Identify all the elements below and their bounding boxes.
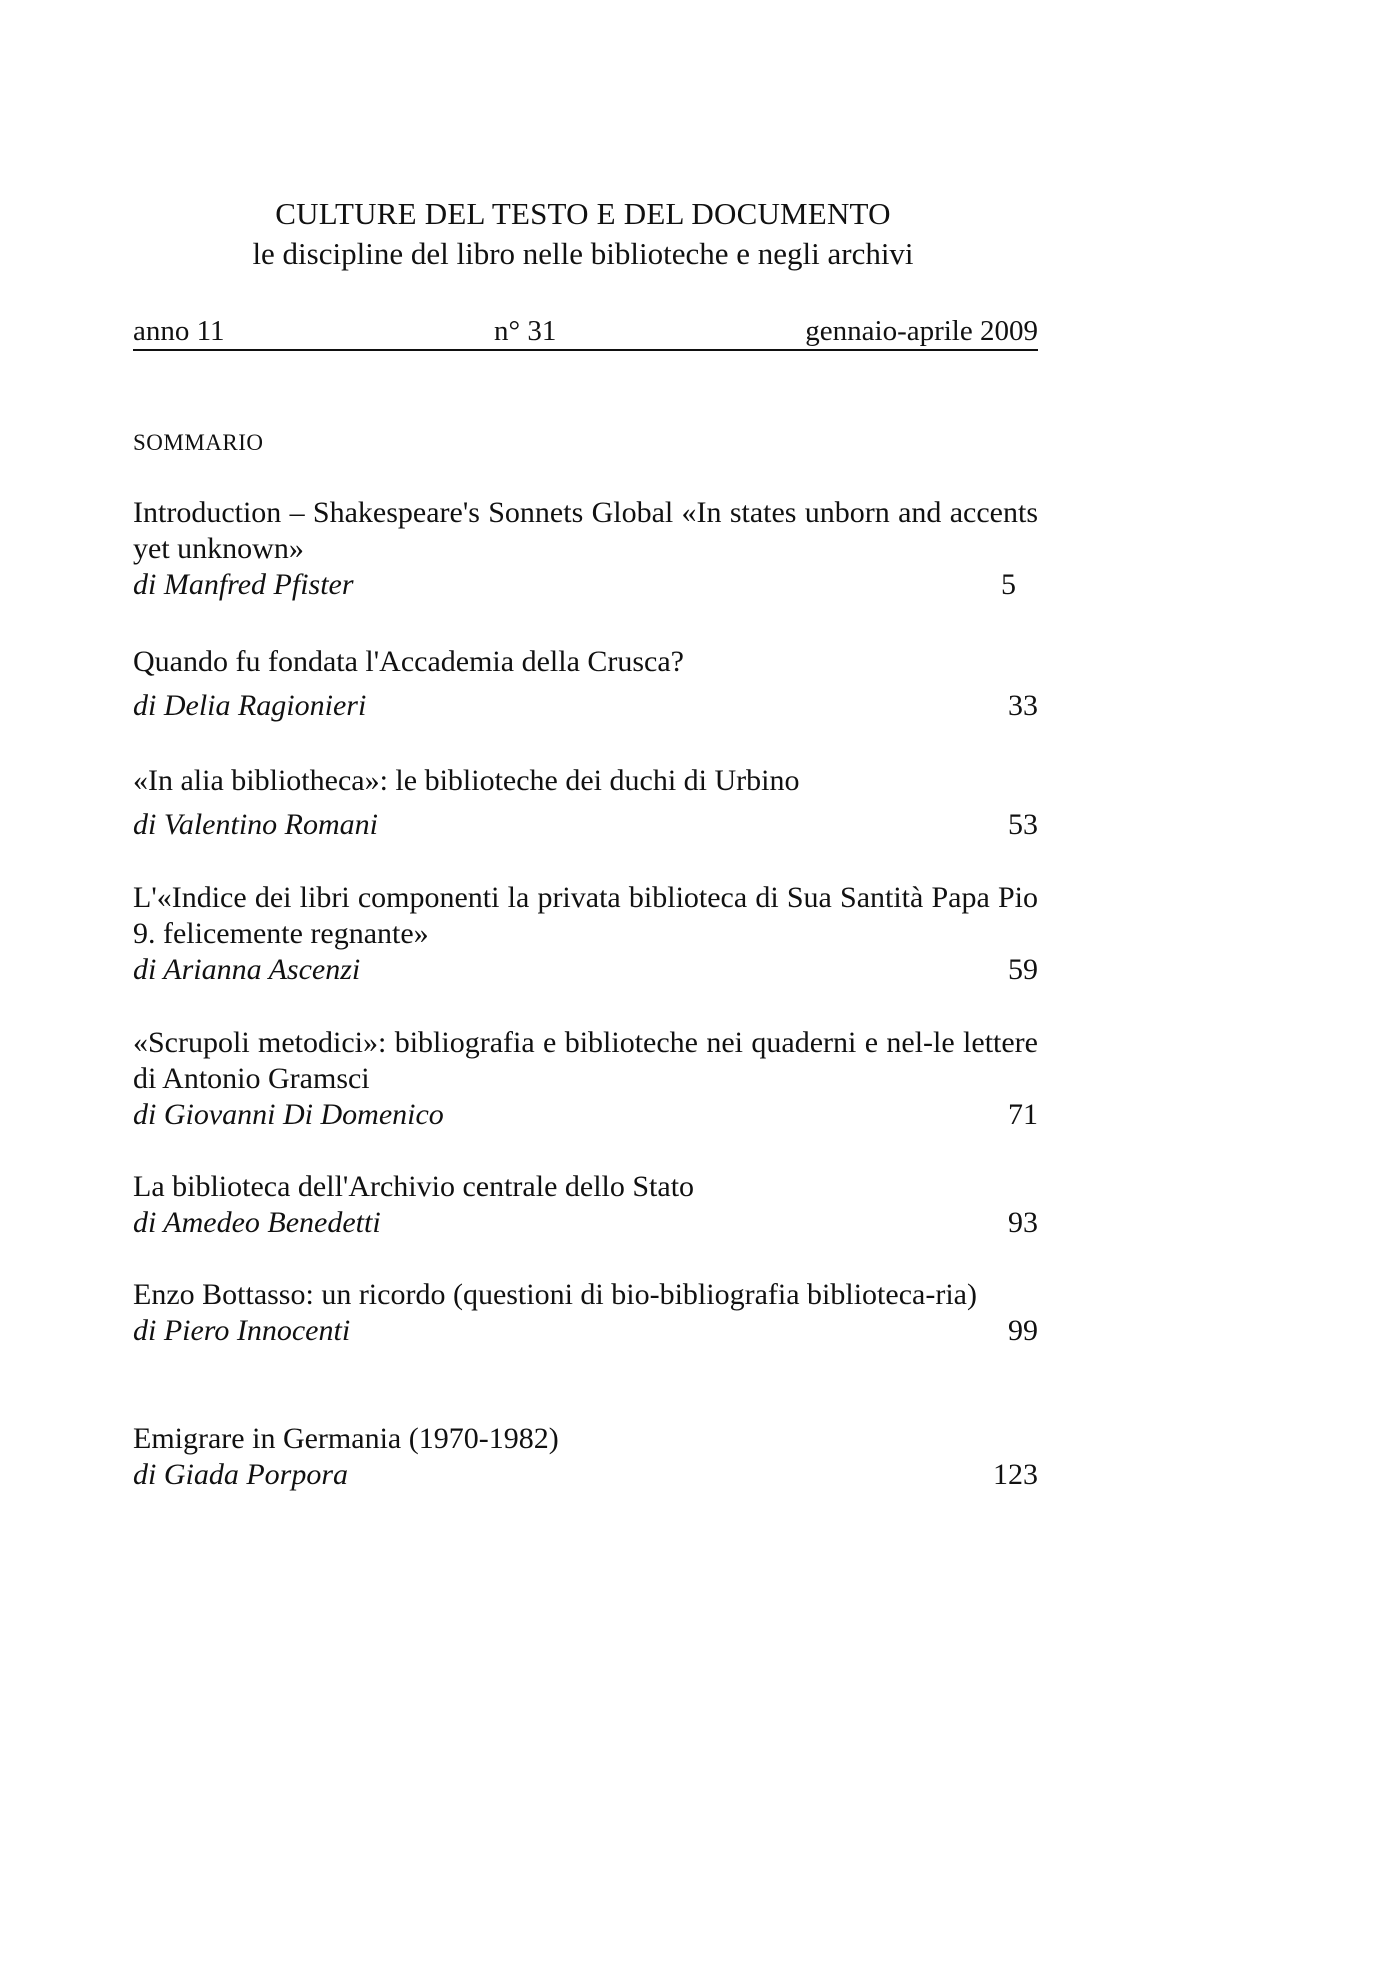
toc-entry-title: Emigrare in Germania (1970-1982): [133, 1422, 559, 1455]
toc-entry-title: «In alia bibliotheca»: le biblioteche dei duchi di Urbino: [133, 764, 800, 797]
toc-entry-title: L'«Indice dei libri componenti la privata biblioteca di Sua Santità Papa Pio 9. felicemente regnante»: [133, 881, 1038, 950]
toc-entry: [133, 1025, 1038, 1133]
toc-entry-author: di Arianna Ascenzi: [133, 953, 361, 986]
toc-entry-author-row: [133, 1205, 1038, 1241]
toc-entry-author-row: [133, 1097, 1038, 1133]
toc-entry: [133, 763, 1038, 843]
toc-entry-title: La biblioteca dell'Archivio centrale dello Stato: [133, 1170, 695, 1203]
toc-entry-page: 123: [993, 1458, 1038, 1491]
toc-entry-title: Introduction – Shakespeare's Sonnets Global «In states unborn and accents yet unknown»: [133, 496, 1038, 565]
toc-entry-author: di Amedeo Benedetti: [133, 1206, 381, 1239]
toc-entry: [133, 880, 1038, 988]
issue-number: n° 31: [494, 315, 557, 347]
toc-entry-author-row: [133, 567, 1038, 603]
toc-entry-title: «Scrupoli metodici»: bibliografia e biblioteche nei quaderni e nel-le lettere di Antonio Gramsci: [133, 1026, 1038, 1095]
toc-entry-author-row: [133, 688, 1038, 724]
toc-entry-author-row: [133, 1457, 1038, 1493]
toc-entry-page: 71: [1008, 1098, 1038, 1131]
toc-entry-author-row: [133, 1313, 1038, 1349]
issue-info-line: [133, 315, 1038, 355]
toc-entry-title: Enzo Bottasso: un ricordo (questioni di bio-bibliografia biblioteca-ria): [133, 1278, 977, 1311]
toc-entry-page: 93: [1008, 1206, 1038, 1239]
toc-entry-page: 99: [1008, 1314, 1038, 1347]
toc-entry: [133, 644, 1038, 724]
toc-entry: [133, 1169, 1038, 1241]
toc-entry-author: di Giada Porpora: [133, 1458, 349, 1491]
journal-title: CULTURE DEL TESTO E DEL DOCUMENTO: [275, 196, 891, 231]
toc-entry-author-row: [133, 807, 1038, 843]
toc-entry-title: Quando fu fondata l'Accademia della Crusca?: [133, 645, 685, 678]
toc-entry: [133, 1277, 1038, 1349]
toc-entry-author: di Valentino Romani: [133, 808, 378, 841]
toc-entry-page: 59: [1008, 953, 1038, 986]
issue-underline: [133, 349, 1038, 351]
toc-entry: [133, 495, 1038, 603]
toc-entry-author: di Delia Ragionieri: [133, 689, 367, 722]
toc-entry-author-row: [133, 952, 1038, 988]
issue-year: anno 11: [133, 315, 225, 347]
section-label: SOMMARIO: [133, 430, 264, 455]
toc-entry-page: 5: [1001, 568, 1016, 601]
toc-entry-author: di Manfred Pfister: [133, 568, 354, 601]
issue-date: gennaio-aprile 2009: [805, 315, 1038, 347]
toc-entry-author: di Giovanni Di Domenico: [133, 1098, 444, 1131]
toc-entry: [133, 1421, 1038, 1493]
toc-entry-page: 33: [1008, 689, 1038, 722]
journal-subtitle: le discipline del libro nelle biblioteche e negli archivi: [252, 236, 914, 271]
toc-entry-author: di Piero Innocenti: [133, 1314, 351, 1347]
toc-entry-page: 53: [1008, 808, 1038, 841]
